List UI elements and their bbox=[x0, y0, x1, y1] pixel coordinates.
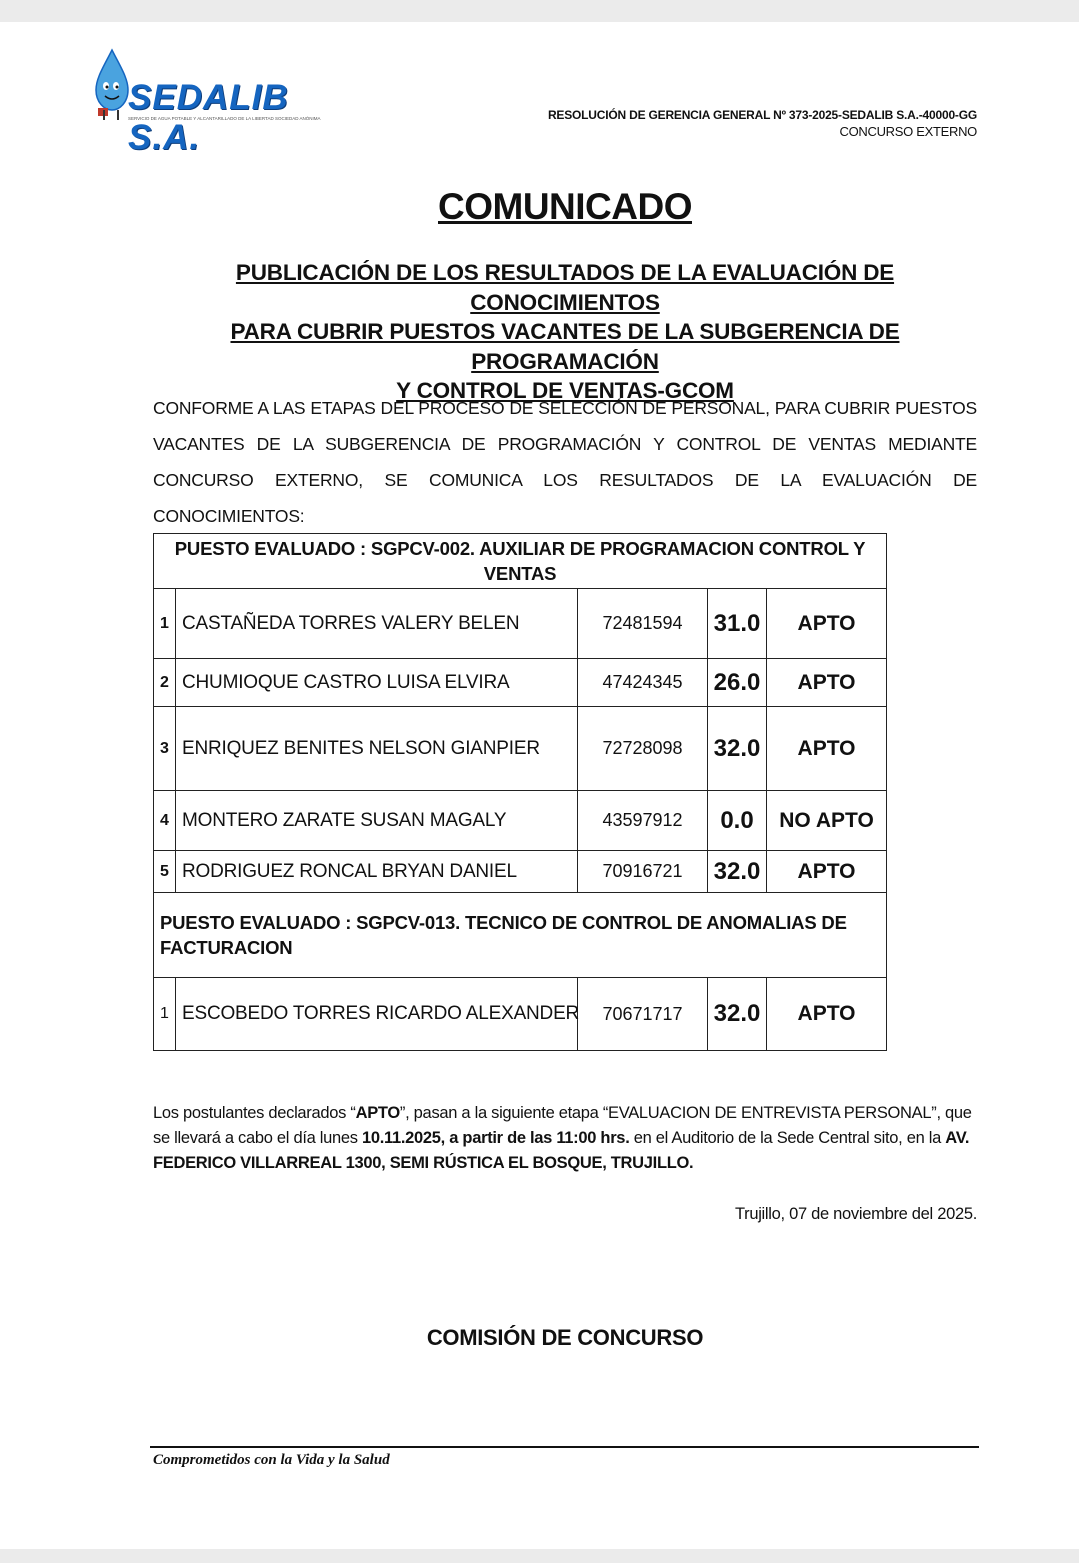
table-row bbox=[154, 659, 887, 707]
candidate-status: APTO bbox=[767, 851, 887, 893]
section-header-row bbox=[154, 893, 887, 978]
candidate-status: NO APTO bbox=[767, 791, 887, 851]
logo-text: SEDALIB S.A. bbox=[128, 78, 289, 157]
section-header-row bbox=[154, 534, 887, 589]
candidate-score: 0.0 bbox=[708, 791, 767, 851]
candidate-name: ESCOBEDO TORRES RICARDO ALEXANDER bbox=[176, 978, 578, 1051]
commission-signature: COMISIÓN DE CONCURSO bbox=[426, 1325, 704, 1350]
table-row bbox=[154, 978, 887, 1051]
candidate-dni: 70671717 bbox=[578, 978, 708, 1051]
candidate-status: APTO bbox=[767, 659, 887, 707]
candidate-dni: 43597912 bbox=[578, 791, 708, 851]
note-address: AV. FEDERICO VILLARREAL 1300, SEMI RÚSTICA EL BOSQUE, TRUJILLO. bbox=[153, 1129, 970, 1172]
candidate-score: 31.0 bbox=[708, 589, 767, 659]
note-text: ”, pasan a la siguiente etapa “EVALUACION DE ENTREVISTA PERSONAL”, que se llevará a cabo el día lunes bbox=[153, 1104, 972, 1147]
page-subtitle bbox=[150, 258, 980, 406]
candidate-score: 32.0 bbox=[708, 851, 767, 893]
row-number: 1 bbox=[154, 589, 176, 659]
candidate-name: CHUMIOQUE CASTRO LUISA ELVIRA bbox=[176, 659, 578, 707]
candidate-name: ENRIQUEZ BENITES NELSON GIANPIER bbox=[176, 707, 578, 791]
candidate-status: APTO bbox=[767, 589, 887, 659]
candidate-name: RODRIGUEZ RONCAL BRYAN DANIEL bbox=[176, 851, 578, 893]
table-row bbox=[154, 707, 887, 791]
candidate-name: CASTAÑEDA TORRES VALERY BELEN bbox=[176, 589, 578, 659]
note-text: en el Auditorio de la Sede Central sito, en la bbox=[629, 1129, 946, 1147]
document-date: Trujillo, 07 de noviembre del 2025. bbox=[734, 1205, 977, 1223]
table-row bbox=[154, 589, 887, 659]
resolution-number: RESOLUCIÓN DE GERENCIA GENERAL Nº 373-2025-SEDALIB S.A.-40000-GG bbox=[547, 108, 977, 122]
next-stage-note bbox=[153, 1101, 983, 1176]
note-date-time: 10.11.2025, a partir de las 11:00 hrs. bbox=[362, 1129, 630, 1147]
table-row bbox=[154, 791, 887, 851]
table-row bbox=[154, 851, 887, 893]
candidate-name: MONTERO ZARATE SUSAN MAGALY bbox=[176, 791, 578, 851]
subtitle-line: PUBLICACIÓN DE LOS RESULTADOS DE LA EVALUACIÓN DE CONOCIMIENTOS bbox=[235, 260, 895, 315]
water-drop-mascot-icon bbox=[92, 48, 132, 120]
resolution-header bbox=[548, 108, 977, 139]
row-number: 4 bbox=[154, 791, 176, 851]
candidate-score: 32.0 bbox=[708, 978, 767, 1051]
row-number: 3 bbox=[154, 707, 176, 791]
intro-paragraph: CONFORME A LAS ETAPAS DEL PROCESO DE SELECCIÓN DE PERSONAL, PARA CUBRIR PUESTOS VACANTES DE LA SUBGERENCIA DE PROGRAMACIÓN Y CONTROL DE VENTAS MEDIANTE CONCURSO EXTERNO, SE COMUNICA LOS RESULTADOS DE LA EVALUACIÓN DE CONOCIMIENTOS: bbox=[153, 398, 977, 526]
candidate-score: 26.0 bbox=[708, 659, 767, 707]
footer-divider bbox=[150, 1446, 979, 1448]
document-page bbox=[0, 22, 1079, 1549]
candidate-dni: 72728098 bbox=[578, 707, 708, 791]
candidate-dni: 47424345 bbox=[578, 659, 708, 707]
section-heading: PUESTO EVALUADO : SGPCV-013. TECNICO DE CONTROL DE ANOMALIAS DE FACTURACION bbox=[154, 893, 887, 978]
candidate-dni: 70916721 bbox=[578, 851, 708, 893]
note-apto: APTO bbox=[355, 1104, 400, 1122]
candidate-status: APTO bbox=[767, 707, 887, 791]
subtitle-line: PARA CUBRIR PUESTOS VACANTES DE LA SUBGERENCIA DE PROGRAMACIÓN bbox=[230, 319, 900, 374]
page-title: COMUNICADO bbox=[438, 186, 692, 227]
candidate-score: 32.0 bbox=[708, 707, 767, 791]
results-table bbox=[153, 533, 887, 1051]
candidate-dni: 72481594 bbox=[578, 589, 708, 659]
row-number: 1 bbox=[154, 978, 176, 1051]
row-number: 2 bbox=[154, 659, 176, 707]
footer-slogan: Comprometidos con la Vida y la Salud bbox=[153, 1452, 390, 1468]
candidate-status: APTO bbox=[767, 978, 887, 1051]
logo-subtext: SERVICIO DE AGUA POTABLE Y ALCANTARILLADO DE LA LIBERTAD SOCIEDAD ANÓNIMA bbox=[128, 116, 321, 121]
subtitle-line: Y CONTROL DE VENTAS-GCOM bbox=[396, 378, 734, 403]
row-number: 5 bbox=[154, 851, 176, 893]
section-heading: PUESTO EVALUADO : SGPCV-002. AUXILIAR DE PROGRAMACION CONTROL Y VENTAS bbox=[154, 534, 887, 589]
note-text: Los postulantes declarados “ bbox=[153, 1104, 356, 1122]
contest-type: CONCURSO EXTERNO bbox=[839, 124, 977, 139]
company-logo bbox=[92, 48, 342, 157]
